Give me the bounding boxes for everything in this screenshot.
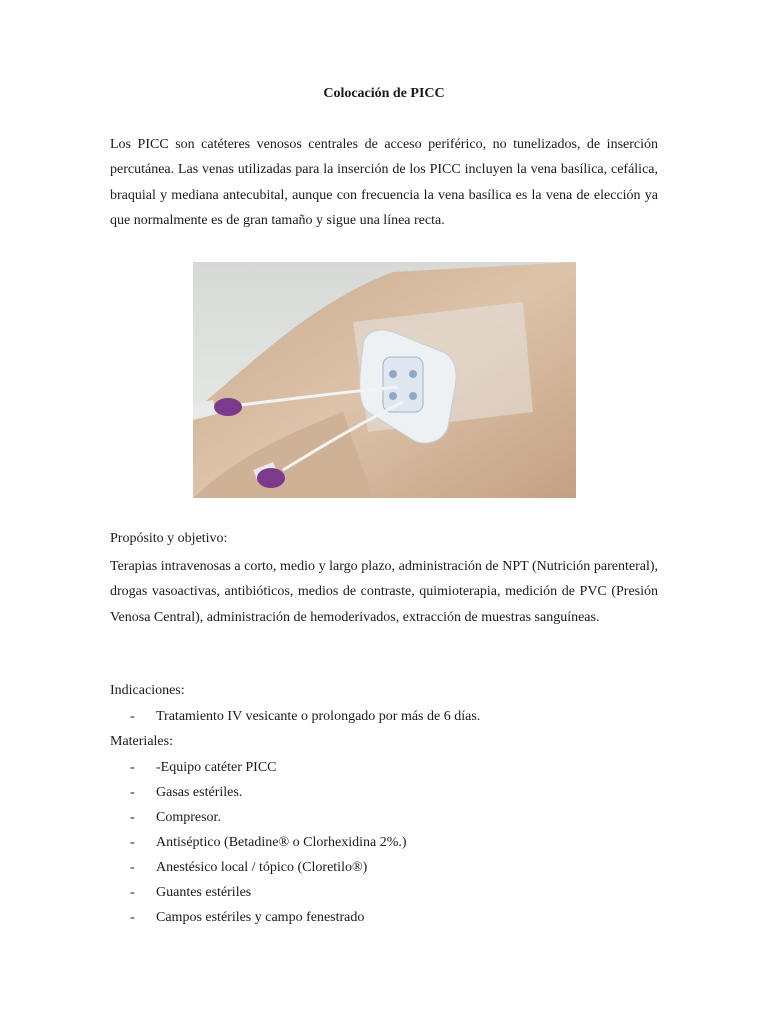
list-bullet: - bbox=[130, 709, 135, 724]
list-item-text: Tratamiento IV vesicante o prolongado por más de 6 días. bbox=[156, 709, 481, 724]
list-bullet: - bbox=[130, 760, 135, 775]
list-item-text: Anestésico local / tópico (Cloretilo®) bbox=[156, 860, 368, 875]
catheter-hub bbox=[383, 357, 423, 412]
list-bullet: - bbox=[130, 785, 135, 800]
hub-dot bbox=[389, 392, 397, 400]
purple-clamp bbox=[214, 398, 242, 416]
picc-arm-photo bbox=[193, 262, 576, 498]
list-bullet: - bbox=[130, 835, 135, 850]
list-item-text: Guantes estériles bbox=[156, 885, 252, 900]
hub-dot bbox=[409, 392, 417, 400]
list-item-text: Gasas estériles. bbox=[156, 785, 243, 800]
intro-paragraph: Los PICC son catéteres venosos centrales de acceso periférico, no tunelizados, de inserción percutánea. Las venas utilizadas para la inserción de los PICC incluyen la vena basílica, cefálica, braquial y mediana antecubital, aunque con frecuencia la vena basílica es la vena de elección ya que normalmente es de gran tamaño y sigue una línea recta. bbox=[110, 137, 658, 228]
materiales-heading: Materiales: bbox=[110, 734, 173, 749]
proposito-paragraph: Terapias intravenosas a corto, medio y largo plazo, administración de NPT (Nutrición parenteral), drogas vasoactivas, antibióticos, medios de contraste, quimioterapia, medición de PVC (Presión Venosa Central), administración de hemoderivados, extracción de muestras sanguíneas. bbox=[110, 559, 658, 625]
document-title: Colocación de PICC bbox=[323, 86, 445, 101]
list-item-text: -Equipo catéter PICC bbox=[156, 760, 277, 775]
list-item-text: Compresor. bbox=[156, 810, 221, 825]
hub-dot bbox=[389, 370, 397, 378]
proposito-heading: Propósito y objetivo: bbox=[110, 531, 228, 546]
purple-clamp bbox=[257, 468, 285, 488]
list-bullet: - bbox=[130, 860, 135, 875]
list-bullet: - bbox=[130, 810, 135, 825]
list-bullet: - bbox=[130, 910, 135, 925]
picc-illustration bbox=[193, 262, 576, 498]
hub-dot bbox=[409, 370, 417, 378]
list-item-text: Antiséptico (Betadine® o Clorhexidina 2%.) bbox=[156, 835, 407, 850]
list-bullet: - bbox=[130, 885, 135, 900]
list-item-text: Campos estériles y campo fenestrado bbox=[156, 910, 365, 925]
indicaciones-heading: Indicaciones: bbox=[110, 683, 185, 698]
